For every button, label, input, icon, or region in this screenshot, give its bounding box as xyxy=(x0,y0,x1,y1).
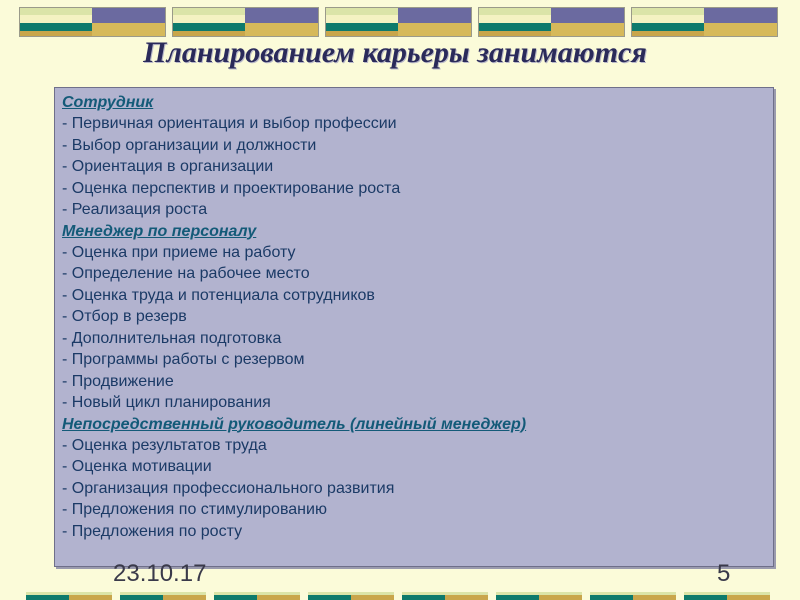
section-employee xyxy=(62,92,773,221)
decor-tile xyxy=(684,592,770,600)
list-item: - Оценка труда и потенциала сотрудников xyxy=(62,286,375,304)
list-item: - Программы работы с резервом xyxy=(62,351,305,368)
decor-tile xyxy=(26,592,112,600)
list-item: - Предложения по стимулированию xyxy=(62,501,327,518)
list-item: - Продвижение xyxy=(62,372,174,390)
list-item: - Дополнительная подготовка xyxy=(62,329,282,347)
section-heading: Менеджер по персоналу xyxy=(62,222,257,240)
section-heading: Сотрудник xyxy=(62,94,154,111)
list-item: - Выбор организации и должности xyxy=(62,136,317,154)
decor-tile xyxy=(402,592,488,600)
list-item: - Ориентация в организации xyxy=(62,158,274,175)
list-item: - Первичная ориентация и выбор профессии xyxy=(62,115,397,132)
page-number: 5 xyxy=(717,560,731,587)
decor-tile xyxy=(214,592,300,600)
list-item: - Оценка результатов труда xyxy=(62,436,267,454)
section-heading: Непосредственный руководитель (линейный менеджер) xyxy=(62,415,527,433)
list-item: - Определение на рабочее место xyxy=(62,265,310,282)
slide-title: Планированием карьеры занимаются xyxy=(143,36,647,69)
section-hr-manager xyxy=(62,221,773,414)
decor-tile xyxy=(308,592,394,600)
content-panel xyxy=(54,87,774,567)
decor-tile xyxy=(478,7,625,37)
list-item: - Организация профессионального развития xyxy=(62,479,395,497)
decor-tile xyxy=(172,7,319,37)
list-item: - Новый цикл планирования xyxy=(62,394,271,411)
list-item: - Оценка при приеме на работу xyxy=(62,243,296,261)
decor-tile xyxy=(590,592,676,600)
decor-tile xyxy=(631,7,778,37)
section-line-manager xyxy=(62,414,773,543)
decor-tile xyxy=(19,7,166,37)
list-item: - Оценка перспектив и проектирование роста xyxy=(62,179,401,197)
decor-tile xyxy=(496,592,582,600)
list-item: - Оценка мотивации xyxy=(62,458,212,475)
list-item: - Отбор в резерв xyxy=(62,308,187,325)
list-item: - Реализация роста xyxy=(62,201,208,218)
footer-date: 23.10.17 xyxy=(113,560,207,587)
decor-tile xyxy=(325,7,472,37)
list-item: - Предложения по росту xyxy=(62,522,243,540)
decor-tile xyxy=(120,592,206,600)
